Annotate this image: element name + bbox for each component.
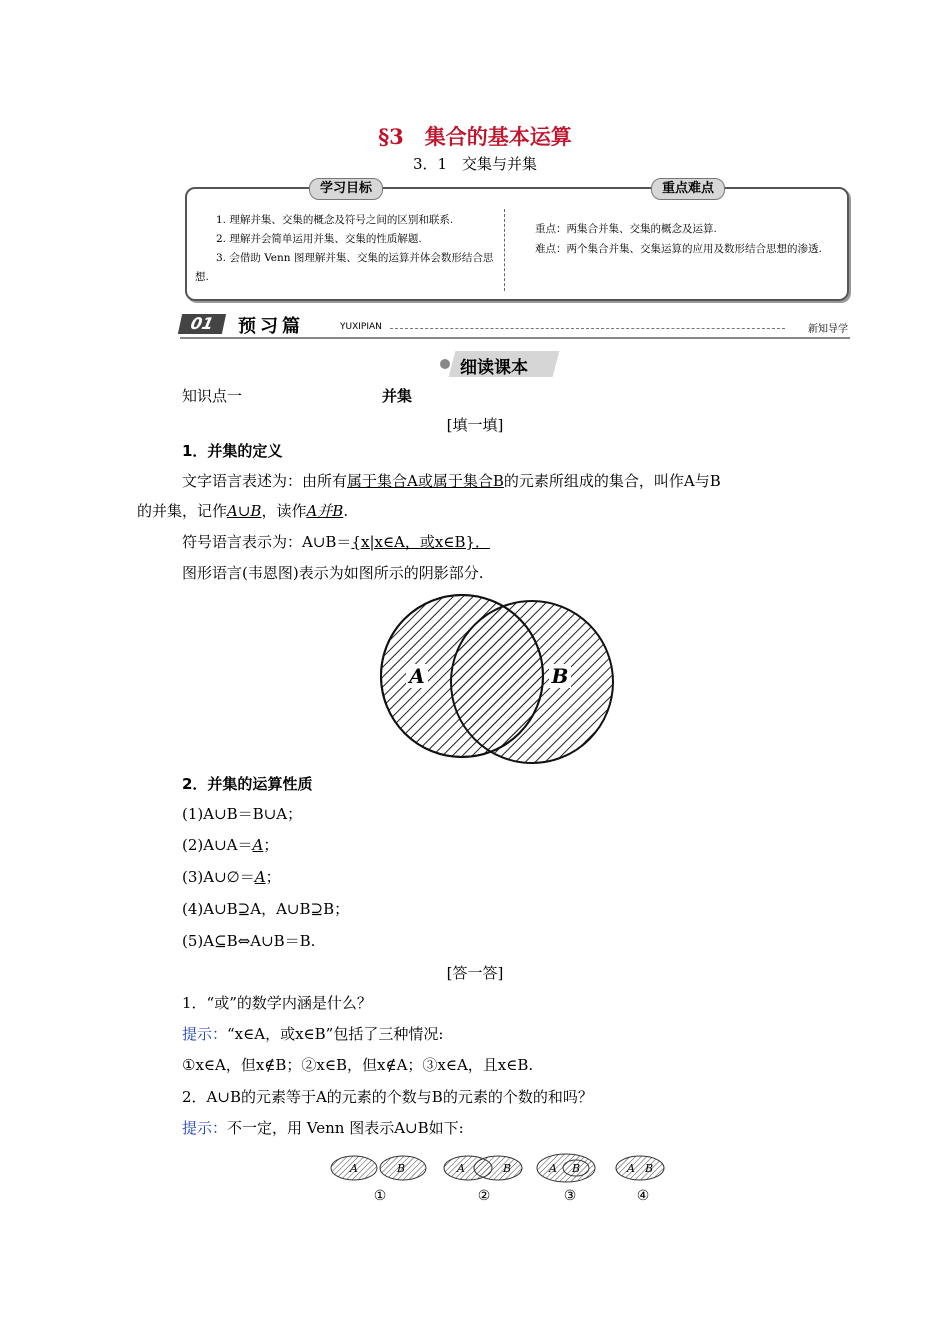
text: 的元素所组成的集合，叫作A与B [503,472,721,490]
text: (2)A∪A＝ [182,836,253,854]
property-item [182,803,302,824]
goals-list [195,211,500,287]
venn-2-b [474,1156,522,1180]
underlined-answer: A [252,836,264,854]
property-item [182,930,315,951]
answer-1 [182,1023,443,1044]
venn-3-a [537,1154,595,1182]
underlined-answer: A∪B [227,502,262,520]
venn-label: A [457,1162,465,1175]
goal-item: 3. 会借助 Venn 图理解并集、交集的运算并体会数形结合思想. [195,252,494,283]
symbol-definition [182,531,490,552]
section-tag: 新知导学 [808,324,848,335]
set-a-label: A [409,664,425,688]
goals-divider [504,209,505,291]
underlined-answer: 属于集合A或属于集合B [347,472,504,490]
properties-heading: 2．并集的运算性质 [182,775,313,793]
venn-label: B [571,1162,581,1175]
knowledge-label: 知识点一 [182,387,243,405]
text: (1)A∪B＝B∪A； [182,805,303,823]
venn-marker: ④ [636,1188,650,1204]
text: (5)A⊆B⇔A∪B＝B. [182,932,316,950]
page-subtitle: 3．1 交集与并集 [412,155,538,173]
key-points-tab: 重点难点 [651,178,725,200]
union-venn-diagram [370,590,630,775]
goal-item: 2. 理解并会简单运用并集、交集的性质解题. [216,233,422,245]
venn-label: A [549,1162,557,1175]
hint-label: 提示： [182,1025,228,1043]
venn-4-ab [616,1156,664,1180]
text: 文字语言表述为：由所有 [182,472,348,490]
text: (4)A∪B⊇A，A∪B⊇B； [182,900,350,918]
set-b-label: B [551,664,569,688]
hint-label: 提示： [182,1119,228,1137]
section-header [180,312,850,340]
property-item [182,834,278,855]
venn-label: B [396,1162,406,1175]
text: 符号语言表示为：A∪B＝ [182,533,352,551]
venn-label: B [502,1162,512,1175]
tag-label: 细读课本 [460,358,528,378]
read-textbook-tag [440,351,558,377]
section-number: 01 [178,314,226,334]
text: ； [265,868,281,886]
key-point: 重点：两集合并集、交集的概念及运算. [535,223,717,235]
underlined-answer: {x|x∈A，或x∈B}． [351,533,491,551]
section-name: 预习篇 [238,316,304,337]
venn-marker: ③ [563,1188,577,1204]
text: “x∈A，或x∈B”包括了三种情况: [227,1025,444,1043]
underlined-answer: A [254,868,266,886]
bullet-icon [440,359,450,369]
property-item [182,898,349,919]
underlined-answer: A并B [306,502,344,520]
text: 的并集，记作 [137,502,228,520]
answer-2 [182,1117,464,1138]
key-difficult-points [514,219,839,259]
knowledge-topic: 并集 [382,387,413,405]
small-venn-diagrams [325,1150,670,1208]
text: ； [263,836,279,854]
venn-marker: ① [373,1188,387,1204]
definition-line-1 [182,470,721,491]
property-item [182,866,281,887]
venn-marker: ② [477,1188,491,1204]
section-pinyin: YUXIPIAN [340,322,382,332]
text: 不一定，用 Venn 图表示A∪B如下: [227,1119,464,1137]
section-underline [180,337,850,339]
venn-label: A [350,1162,358,1175]
goals-tab: 学习目标 [309,178,383,200]
venn-intro: 图形语言(韦恩图)表示为如图所示的阴影部分. [182,564,484,582]
text: (3)A∪∅＝ [182,868,255,886]
goal-item: 1. 理解并集、交集的概念及符号之间的区别和联系. [216,214,454,226]
section-dash-line [390,328,785,329]
text: ，读作 [261,502,307,520]
text: . [343,502,349,520]
page-title: §3 集合的基本运算 [378,124,572,149]
venn-label: A [627,1162,635,1175]
question-1: 1．“或”的数学内涵是什么？ [182,994,372,1012]
question-2: 2．A∪B的元素等于A的元素的个数与B的元素的个数的和吗？ [182,1088,593,1106]
set-b-circle [451,601,613,763]
venn-label: B [644,1162,654,1175]
answer-header: [答一答] [446,964,504,982]
definition-line-2 [137,500,348,521]
answer-1-cases: ①x∈A，但x∉B；②x∈B，但x∉A；③x∈A，且x∈B. [182,1056,534,1074]
definition-heading: 1．并集的定义 [182,442,283,460]
difficult-point: 难点：两个集合并集、交集运算的应用及数形结合思想的渗透. [535,243,822,255]
learning-goals-box [185,181,849,301]
fill-header: [填一填] [446,416,504,434]
